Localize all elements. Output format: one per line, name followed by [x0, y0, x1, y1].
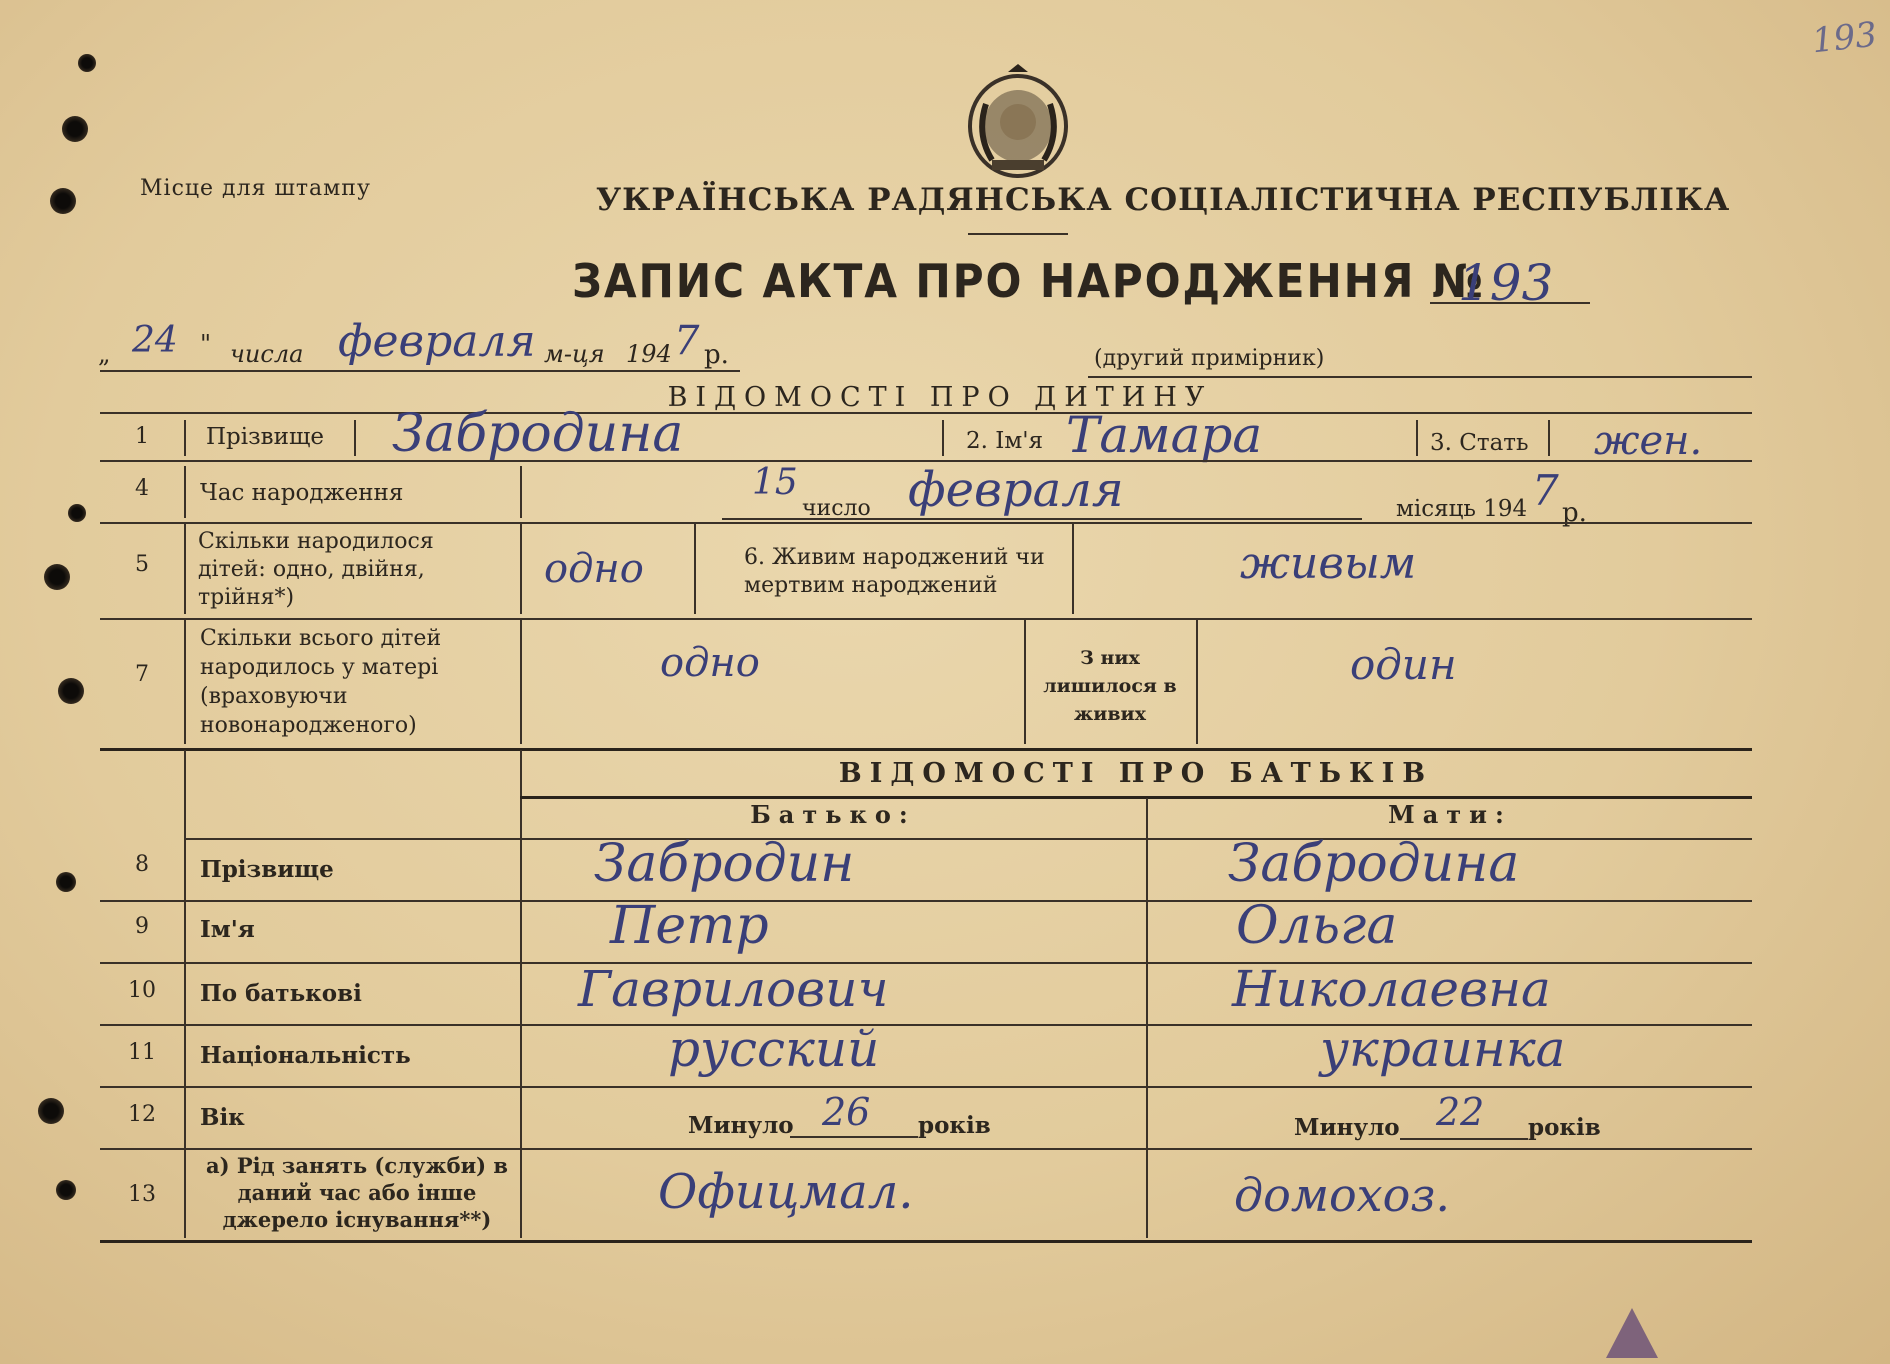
date-quote-open: „ [98, 340, 111, 368]
row-divider [184, 750, 186, 1238]
row-divider [694, 524, 696, 614]
father-age-suffix: років [918, 1112, 991, 1139]
living-children-value: один [1350, 640, 1457, 689]
row-line [100, 1086, 1752, 1088]
punch-hole [58, 678, 84, 704]
punch-hole [78, 54, 96, 72]
row-line [100, 618, 1752, 620]
mother-surname-value: Забродина [1228, 834, 1520, 894]
row-line [100, 522, 1752, 524]
row-divider [184, 620, 186, 744]
title-divider [968, 233, 1068, 235]
total-children-value: одно [660, 640, 760, 686]
row-divider [354, 420, 356, 456]
row-number: 13 [128, 1182, 156, 1207]
occupation-label: а) Рід занять (служби) в даний час або інше джерело існування**) [206, 1153, 508, 1232]
mother-header: Мати: [1388, 800, 1512, 829]
row-number: 4 [135, 476, 149, 501]
record-year-printed: 194 [626, 340, 672, 368]
child-surname-label: Прізвище [206, 424, 324, 450]
section-line [100, 748, 1752, 751]
parents-title-line [520, 796, 1752, 799]
parent-patronymic-label: По батькові [200, 980, 362, 1007]
children-born-value: одно [544, 546, 644, 592]
alive-born-value: живым [1240, 538, 1417, 589]
alive-born-label: 6. Живим народжений чи мертвим народжений [744, 545, 1045, 598]
parent-surname-label: Прізвище [200, 856, 334, 883]
republic-title: УКРАЇНСЬКА РАДЯНСЬКА СОЦІАЛІСТИЧНА РЕСПУБЛІКА [596, 182, 1731, 218]
birth-day-value: 15 [752, 462, 798, 503]
child-title-line [100, 412, 1752, 414]
punch-hole [56, 1180, 76, 1200]
age-underline [790, 1136, 918, 1138]
birth-day-label: число [802, 496, 871, 521]
punch-hole [68, 504, 86, 522]
row-divider [1072, 524, 1074, 614]
birth-month-value: февраля [908, 462, 1124, 518]
parents-section-title: ВІДОМОСТІ ПРО БАТЬКІВ [838, 758, 1434, 789]
birth-year-suffix: р. [1562, 498, 1587, 528]
date-underline [100, 370, 740, 372]
date-quote-close: " [200, 330, 212, 358]
row-divider [1416, 420, 1418, 456]
copy-label: (другий примірник) [1094, 346, 1325, 371]
row-number: 1 [135, 424, 149, 449]
month-label: м-ця [544, 340, 605, 368]
row-number: 5 [135, 552, 149, 577]
child-sex-value: жен. [1594, 418, 1703, 464]
child-name-label: 2. Ім'я [966, 428, 1044, 454]
father-age-prefix: Минуло [688, 1112, 794, 1139]
parent-column-divider [1146, 798, 1148, 1238]
record-year-hand: 7 [674, 318, 700, 364]
row-divider [942, 420, 944, 456]
mother-age-value: 22 [1436, 1090, 1485, 1134]
row-number: 9 [135, 914, 149, 939]
row-divider [520, 524, 522, 614]
ink-mark [1606, 1308, 1658, 1358]
age-underline [1400, 1138, 1528, 1140]
stamp-place-label: Місце для штампу [140, 176, 371, 201]
record-title: ЗАПИС АКТА ПРО НАРОДЖЕННЯ № [572, 254, 1485, 308]
copy-underline [1088, 376, 1752, 378]
birth-year-hand: 7 [1532, 466, 1559, 515]
parent-name-label: Ім'я [200, 916, 255, 943]
father-age-value: 26 [822, 1090, 871, 1134]
record-day: 24 [132, 320, 178, 361]
coat-of-arms-emblem [962, 64, 1074, 182]
row-divider [520, 466, 522, 518]
mother-occupation-value: домохоз. [1234, 1168, 1451, 1222]
mother-nationality-value: украинка [1320, 1020, 1566, 1078]
record-month: февраля [338, 316, 536, 367]
birth-date-underline [722, 518, 1362, 520]
row-divider [184, 466, 186, 518]
punch-hole [44, 564, 70, 590]
children-born-label: Скільки народилося дітей: одно, двійня, трійня*) [198, 529, 434, 610]
row-divider [1196, 620, 1198, 744]
father-name-value: Петр [610, 896, 769, 956]
mother-age-suffix: років [1528, 1114, 1601, 1141]
row-number: 8 [135, 852, 149, 877]
corner-number: 193 [1810, 14, 1879, 62]
father-occupation-value: Офицмал. [658, 1164, 914, 1220]
bottom-line [100, 1240, 1752, 1243]
mother-name-value: Ольга [1236, 896, 1398, 956]
child-name-value: Тамара [1066, 406, 1263, 464]
child-surname-value: Забродина [392, 404, 684, 464]
row-divider [1548, 420, 1550, 456]
row-line [100, 1148, 1752, 1150]
mother-patronymic-value: Николаевна [1232, 960, 1551, 1018]
row-divider [1024, 620, 1026, 744]
child-sex-label: 3. Стать [1430, 430, 1529, 456]
row-number: 11 [128, 1040, 156, 1065]
row-divider [184, 420, 186, 456]
father-nationality-value: русский [668, 1020, 880, 1078]
child-section-title: ВІДОМОСТІ ПРО ДИТИНУ [667, 382, 1213, 413]
row-divider [184, 524, 186, 614]
parent-nationality-label: Національність [200, 1042, 411, 1069]
row-divider [520, 620, 522, 744]
row-number: 10 [128, 978, 156, 1003]
row-line [100, 900, 1752, 902]
birth-month-label: місяць 194 [1396, 496, 1528, 522]
punch-hole [62, 116, 88, 142]
punch-hole [38, 1098, 64, 1124]
punch-hole [56, 872, 76, 892]
mother-age-prefix: Минуло [1294, 1114, 1400, 1141]
record-number: 193 [1458, 254, 1554, 312]
father-header: Батько: [750, 800, 916, 829]
day-label: числа [230, 340, 304, 368]
row-number: 7 [135, 662, 149, 687]
birth-time-label: Час народження [200, 480, 404, 506]
record-number-line [1430, 302, 1590, 304]
father-surname-value: Забродин [594, 834, 855, 894]
row-number: 12 [128, 1102, 156, 1127]
parent-age-label: Вік [200, 1104, 245, 1131]
punch-hole [50, 188, 76, 214]
record-year-suffix: р. [704, 340, 729, 370]
father-patronymic-value: Гаврилович [578, 960, 889, 1018]
living-children-label: З них лишилося в живих [1043, 647, 1177, 725]
total-children-label: Скільки всього дітей народилось у матері (враховуючи новонародженого) [200, 626, 442, 738]
